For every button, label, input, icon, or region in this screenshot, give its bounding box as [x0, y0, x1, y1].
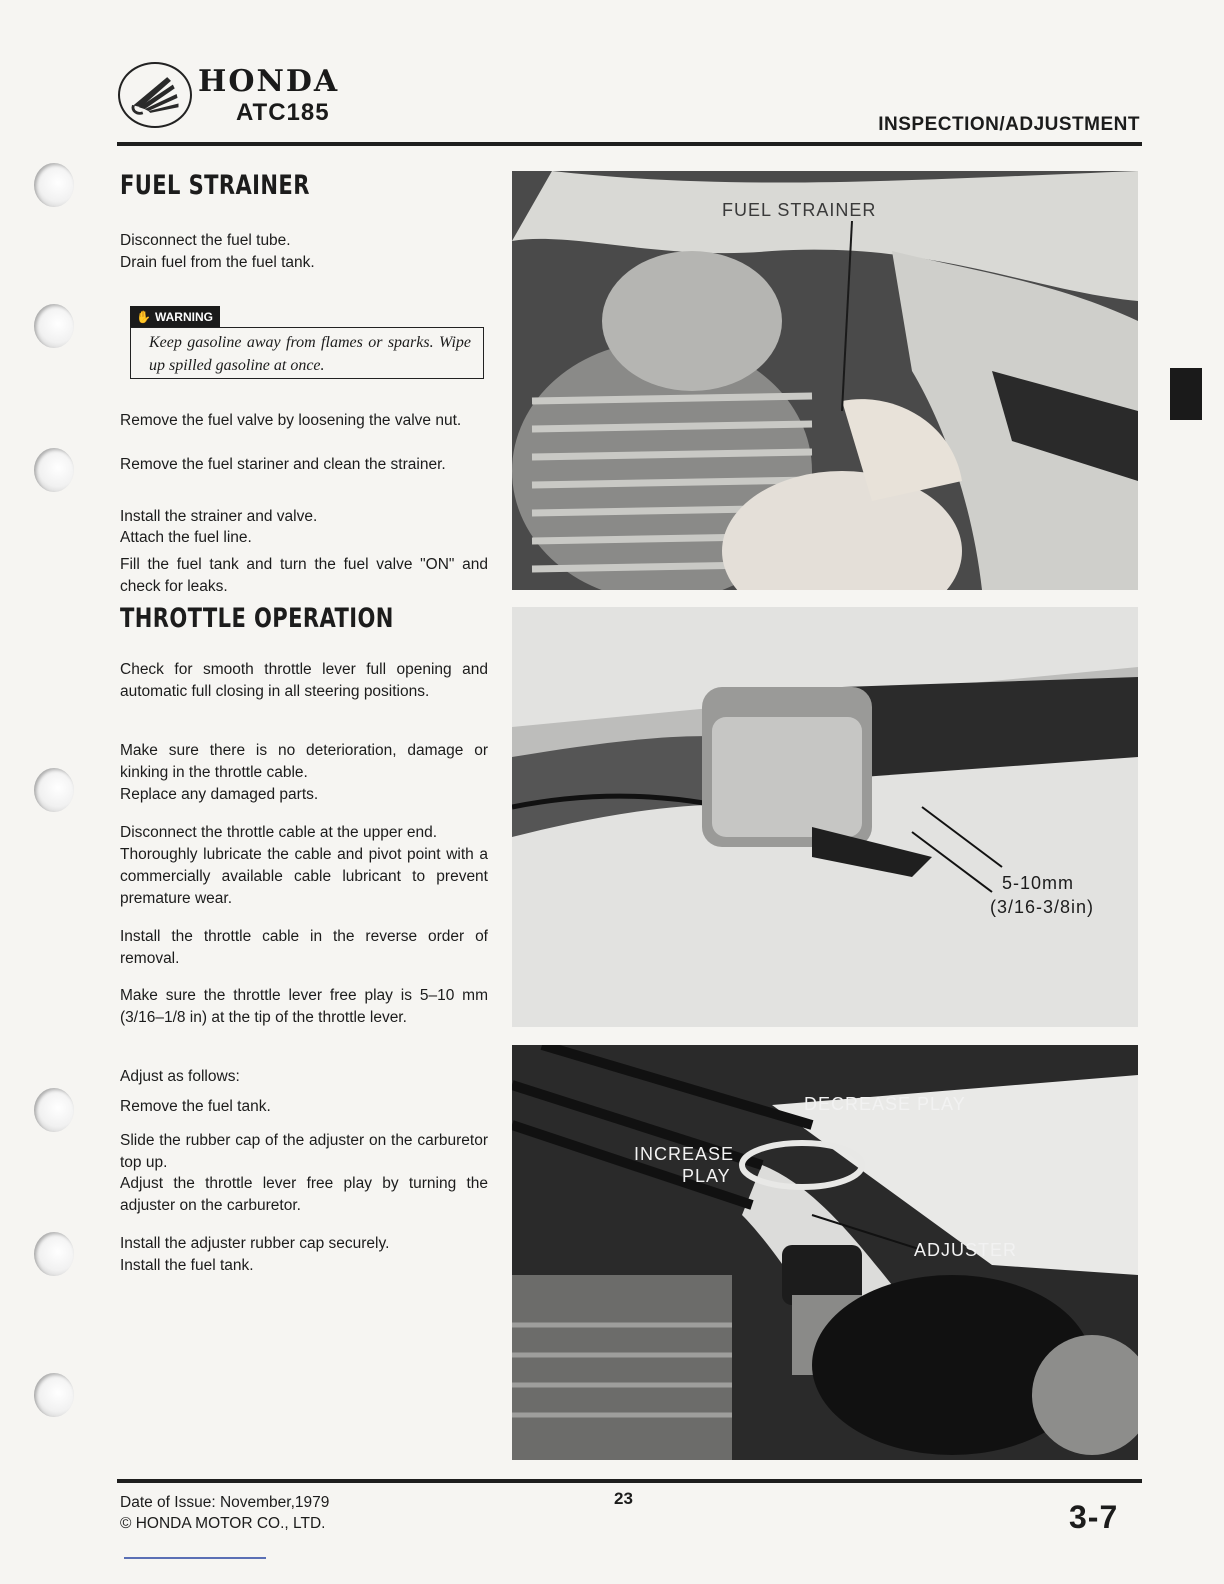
fuel-strainer-step: Fill the fuel tank and turn the fuel valve "ON" and check for leaks. — [120, 556, 488, 595]
binder-hole — [34, 1373, 74, 1417]
binder-hole — [34, 1088, 74, 1132]
increase-play-label-line2: PLAY — [682, 1166, 731, 1186]
binder-hole — [34, 163, 74, 207]
fuel-strainer-heading: FUEL STRAINER — [120, 170, 310, 201]
fuel-strainer-label: FUEL STRAINER — [722, 200, 877, 220]
warning-tag — [130, 306, 220, 328]
section-page-number: 3-7 — [1069, 1499, 1119, 1535]
throttle-step: Replace any damaged parts. — [120, 786, 319, 803]
throttle-step: Thoroughly lubricate the cable and pivot point with a commercially available cable lubricant to prevent premature wear. — [120, 846, 488, 907]
throttle-operation-heading: THROTTLE OPERATION — [120, 603, 394, 634]
throttle-lever-photo — [512, 607, 1138, 1027]
copyright: © HONDA MOTOR CO., LTD. — [120, 1515, 326, 1532]
fuel-strainer-step: Remove the fuel stariner and clean the strainer. — [120, 456, 446, 473]
throttle-step: Adjust the throttle lever free play by turning the adjuster on the carburetor. — [120, 1175, 488, 1214]
fuel-strainer-step: Disconnect the fuel tube. — [120, 232, 291, 249]
throttle-step: Adjust as follows: — [120, 1068, 240, 1085]
throttle-adjuster-photo — [512, 1045, 1138, 1460]
fuel-strainer-step: Remove the fuel valve by loosening the valve nut. — [120, 412, 462, 429]
freeplay-in-label: (3/16-3/8in) — [990, 897, 1095, 917]
binder-hole — [34, 768, 74, 812]
header-rule — [117, 142, 1142, 146]
issue-date: Date of Issue: November,1979 — [120, 1494, 330, 1511]
throttle-step: Install the adjuster rubber cap securely. — [120, 1235, 390, 1252]
binder-hole — [34, 304, 74, 348]
fuel-strainer-photo — [512, 171, 1138, 590]
binder-hole — [34, 1232, 74, 1276]
warning-label: WARNING — [154, 310, 213, 324]
binder-hole — [34, 448, 74, 492]
honda-wing-logo-icon — [118, 62, 192, 128]
scan-mark — [124, 1557, 266, 1559]
increase-play-label-line1: INCREASE — [634, 1144, 735, 1164]
fuel-strainer-step: Attach the fuel line. — [120, 529, 252, 546]
throttle-step: Remove the fuel tank. — [120, 1098, 271, 1115]
throttle-step: Slide the rubber cap of the adjuster on the carburetor top up. — [120, 1132, 488, 1171]
brand-name: HONDA — [198, 64, 340, 99]
page-number: 23 — [614, 1489, 633, 1508]
throttle-step: Install the throttle cable in the reverse order of removal. — [120, 928, 488, 967]
footer-rule — [117, 1479, 1142, 1483]
section-title: INSPECTION/ADJUSTMENT — [878, 114, 1140, 135]
throttle-step: Install the fuel tank. — [120, 1257, 254, 1274]
throttle-step: Disconnect the throttle cable at the upper end. — [120, 824, 438, 841]
warning-hand-icon: ✋ — [136, 310, 151, 324]
adjuster-label: ADJUSTER — [914, 1240, 1018, 1260]
throttle-step: Check for smooth throttle lever full opening and automatic full closing in all steering positions. — [120, 661, 488, 700]
fuel-strainer-step: Install the strainer and valve. — [120, 508, 318, 525]
warning-text: Keep gasoline away from flames or sparks. Wipe up spilled gasoline at once. — [130, 327, 484, 379]
model-name: ATC185 — [236, 99, 330, 126]
fuel-strainer-step: Drain fuel from the fuel tank. — [120, 254, 315, 271]
decrease-play-label: DECREASE PLAY — [804, 1094, 966, 1114]
freeplay-mm-label: 5-10mm — [1002, 873, 1075, 893]
section-index-tab — [1170, 368, 1202, 420]
throttle-step: Make sure the throttle lever free play is 5–10 mm (3/16–1/8 in) at the tip of the throttle lever. — [120, 987, 488, 1026]
throttle-step: Make sure there is no deterioration, damage or kinking in the throttle cable. — [120, 742, 488, 781]
